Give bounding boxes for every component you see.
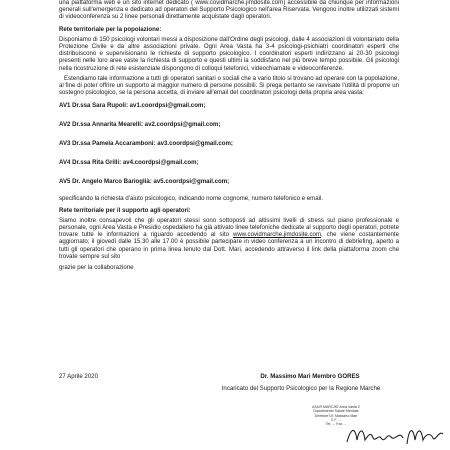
signer-role: Incaricato del Supporto Psicologico per la Regione Marche [221, 385, 381, 392]
operators-text-part2: , che viene costantemente aggiornato; il giovedì dalle 15.30 alle 17.00 è possibile partecipare in video conferenza a un incontro di debriefing, aperto a tutti gli operatori che operano in prima linea tenuto dal Dott. Mari, accedendo attraverso il link della piattaforma zoom che trovate sempre sul sito [59, 231, 399, 260]
document-body [59, 0, 399, 271]
document-date: 27 Aprile 2020 [59, 373, 98, 380]
population-paragraph-2: Estendiamo tale informazione a tutti gli operatori sanitari o sociali che a vario titolo si trovano ad operare con la popolazione, al fine di poter offrire un supporto al maggior numero di persone possibili. Si prega pertanto se ravvisate l'utilità di proporre un sostegno psicologico, se la persona accetta, di inviare all'email del coordinatori psicologi della propria area vasta: [59, 74, 400, 97]
contact-av2: AV2 Dr.ssa Annarita Mearelli: av2.coordpsi@gmail.com; [59, 121, 221, 129]
operators-paragraph [59, 217, 399, 260]
contact-av3: AV3 Dr.ssa Pamela Accaramboni: av3.coordpsi@gmail.com; [59, 140, 233, 148]
contact-av5: AV5 Dr. Angelo Marco Barioglià: av5.coordpsi@gmail.com; [59, 178, 230, 186]
request-note: specificando la richiesta d'aiuto psicologico, indicando nome cognome, numero telefonico e email. [59, 195, 324, 203]
handwritten-signature [345, 420, 445, 450]
section-heading-operators: Rete territoriale per il supporto agli operatori: [59, 206, 191, 214]
stamp-line: C.F. ... [330, 417, 342, 422]
section-heading-population: Rete territoriale per la popolazione: [59, 25, 162, 33]
stamp-line: Tel. ... Fax ... [325, 422, 347, 427]
contact-av4: AV4 Dr.ssa Rita Grilli: av4.coordpsi@gmail.com; [59, 159, 199, 167]
intro-paragraph: una piattaforma web e un sito internet dedicato ( www.covidmarche.jimdosite.com) accessibile da chiunque per informazioni generali sull'emergenza e dedicato ad operatori del Supporto Psicologico nell'area Riservata. Vengono inoltre utilizzati sistemi di videoconferenza su 2 linee personali direttamente acquistate dagli operatori. [59, 0, 399, 21]
stamp-line: Direttore Dr. Massimo Mari [314, 413, 358, 418]
stamp-line: Dipartimento Salute Mentale [313, 409, 359, 414]
population-paragraph-1: Disponiamo di 150 psicologi volontari messi a disposizione dall'Ordine degli psicologi, dalle 4 associazioni di volontariato della Protezione Civile e da altre associazioni private. Ogni Area Vasta ha 3-4 psicologi-psichiatri coordinatori esperti che distribuiscono e supervisionano le richieste di supporto psicologico. I coordinatori esperti indirizzano ai 20-30 psicologi presenti nelle loro aree vaste la richiesta di supporto e questi ultimi la soddisfano nel più breve tempo possibile. Gli psicologi nella ricostruzione di rete esistenziale dispongono di colloqui telefonici, videochiamate e videoconferenze. [59, 35, 399, 72]
closing-line: grazie per la collaborazione [59, 264, 134, 272]
operators-text-part1: Siamo inoltre consapevoli che gli operatori stessi sono sottoposti ad altissimi livelli di stress sul piano professionale e personale, ogni Area Vasta e Presidio ospedaliero ha già attivato linee telefoniche dedicate al supporto degli operatori, potrete trovare tutte le informazioni a riguardo accedendo al sito [59, 216, 399, 239]
signer-name: Dr. Massimo Mari Membro GORES [260, 373, 360, 380]
contact-av1: AV1 Dr.ssa Sara Rupoli: av1.coordpsi@gmail.com; [59, 102, 206, 110]
website-link[interactable]: www.covidmarche.jimdosite.com [232, 231, 322, 239]
stamp-line: ASUR MARCHE Area Vasta 2 [312, 405, 360, 409]
